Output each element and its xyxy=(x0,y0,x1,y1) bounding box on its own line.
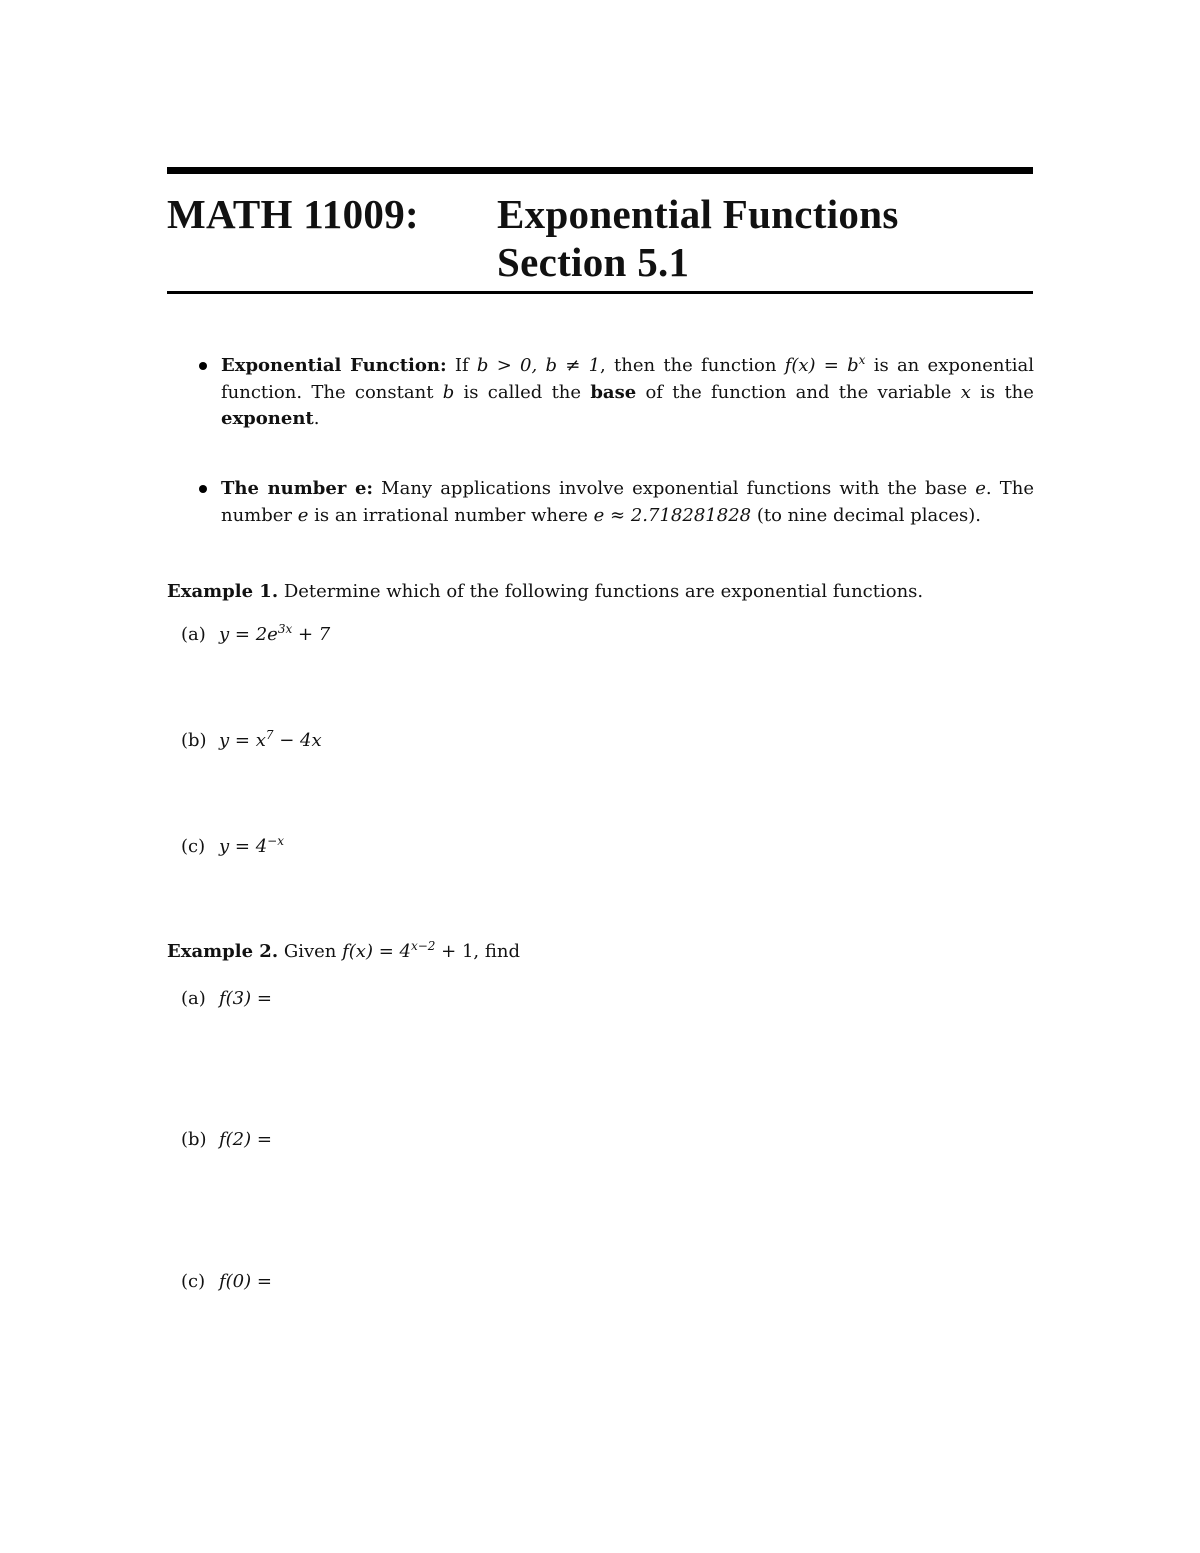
example-2-item-c xyxy=(181,1269,272,1296)
item-expression: $y = x^7 - 4x$ xyxy=(219,728,322,751)
section-title: Section 5.1 xyxy=(497,239,690,285)
item-label: (b) xyxy=(181,1129,207,1150)
bold-term: exponent xyxy=(221,408,314,429)
math-var: e xyxy=(975,478,986,499)
item-label: (a) xyxy=(181,624,206,645)
example-prompt: Given xyxy=(283,941,337,962)
math-var: x xyxy=(960,381,971,403)
bold-term: base xyxy=(590,381,637,403)
definition-text: of the function and the variable xyxy=(645,381,952,403)
example-1-item-a xyxy=(181,622,330,649)
example-prompt: Determine which of the following functions are exponential functions. xyxy=(283,581,924,602)
example-1-item-b xyxy=(181,728,322,755)
definition-term: Exponential Function: xyxy=(221,355,447,376)
definition-text: , then the function xyxy=(600,355,777,376)
example-function: $f(x) = 4^{x-2}$ xyxy=(342,939,436,962)
punctuation: . xyxy=(313,408,320,429)
item-expression: $y = 4^{-x}$ xyxy=(219,834,284,857)
definition-text: Many applications involve exponential functions with the base xyxy=(381,478,968,499)
definition-exponential-function xyxy=(221,353,1034,433)
item-expression: f(0) = xyxy=(219,1271,272,1292)
item-expression: $y = 2e^{3x} + 7$ xyxy=(219,622,331,645)
definition-text: is an irrational number where xyxy=(314,504,588,526)
math-var: e xyxy=(297,504,309,526)
item-expression: f(3) = xyxy=(219,988,272,1009)
definition-number-e xyxy=(221,476,1034,529)
bullet-icon xyxy=(199,362,207,370)
course-title: MATH 11009: xyxy=(167,191,419,237)
example-1-item-c xyxy=(181,834,284,861)
example-label: Example 1. xyxy=(167,581,279,602)
definition-text: . The number xyxy=(221,478,1034,526)
definition-text: (to nine decimal places). xyxy=(756,504,981,526)
item-expression: f(2) = xyxy=(219,1129,272,1150)
example-2-heading xyxy=(167,939,520,966)
item-label: (a) xyxy=(181,988,206,1009)
definition-text: is called the xyxy=(463,381,582,403)
definition-text: is the xyxy=(980,381,1034,403)
topic-title: Exponential Functions xyxy=(497,191,899,237)
example-label: Example 2. xyxy=(167,941,279,962)
example-2-item-a xyxy=(181,986,272,1013)
item-label: (c) xyxy=(181,836,206,857)
math-approx: e ≈ 2.718281828 xyxy=(593,504,752,526)
header-bottom-rule xyxy=(167,291,1033,294)
item-label: (c) xyxy=(181,1271,206,1292)
definition-term: The number e: xyxy=(221,478,374,499)
example-2-item-b xyxy=(181,1127,272,1154)
definition-text: If xyxy=(454,355,469,376)
definition-text: is an exponential function. The constant xyxy=(221,355,1035,403)
header-top-rule xyxy=(167,167,1033,174)
math-condition: b > 0, b ≠ 1 xyxy=(476,355,601,376)
math-var: b xyxy=(442,381,455,403)
example-1-heading xyxy=(167,579,923,606)
bullet-icon xyxy=(199,485,207,493)
math-function: $f(x) = b^x$ xyxy=(784,353,866,376)
example-prompt: + 1, find xyxy=(441,941,520,962)
item-label: (b) xyxy=(181,730,207,751)
